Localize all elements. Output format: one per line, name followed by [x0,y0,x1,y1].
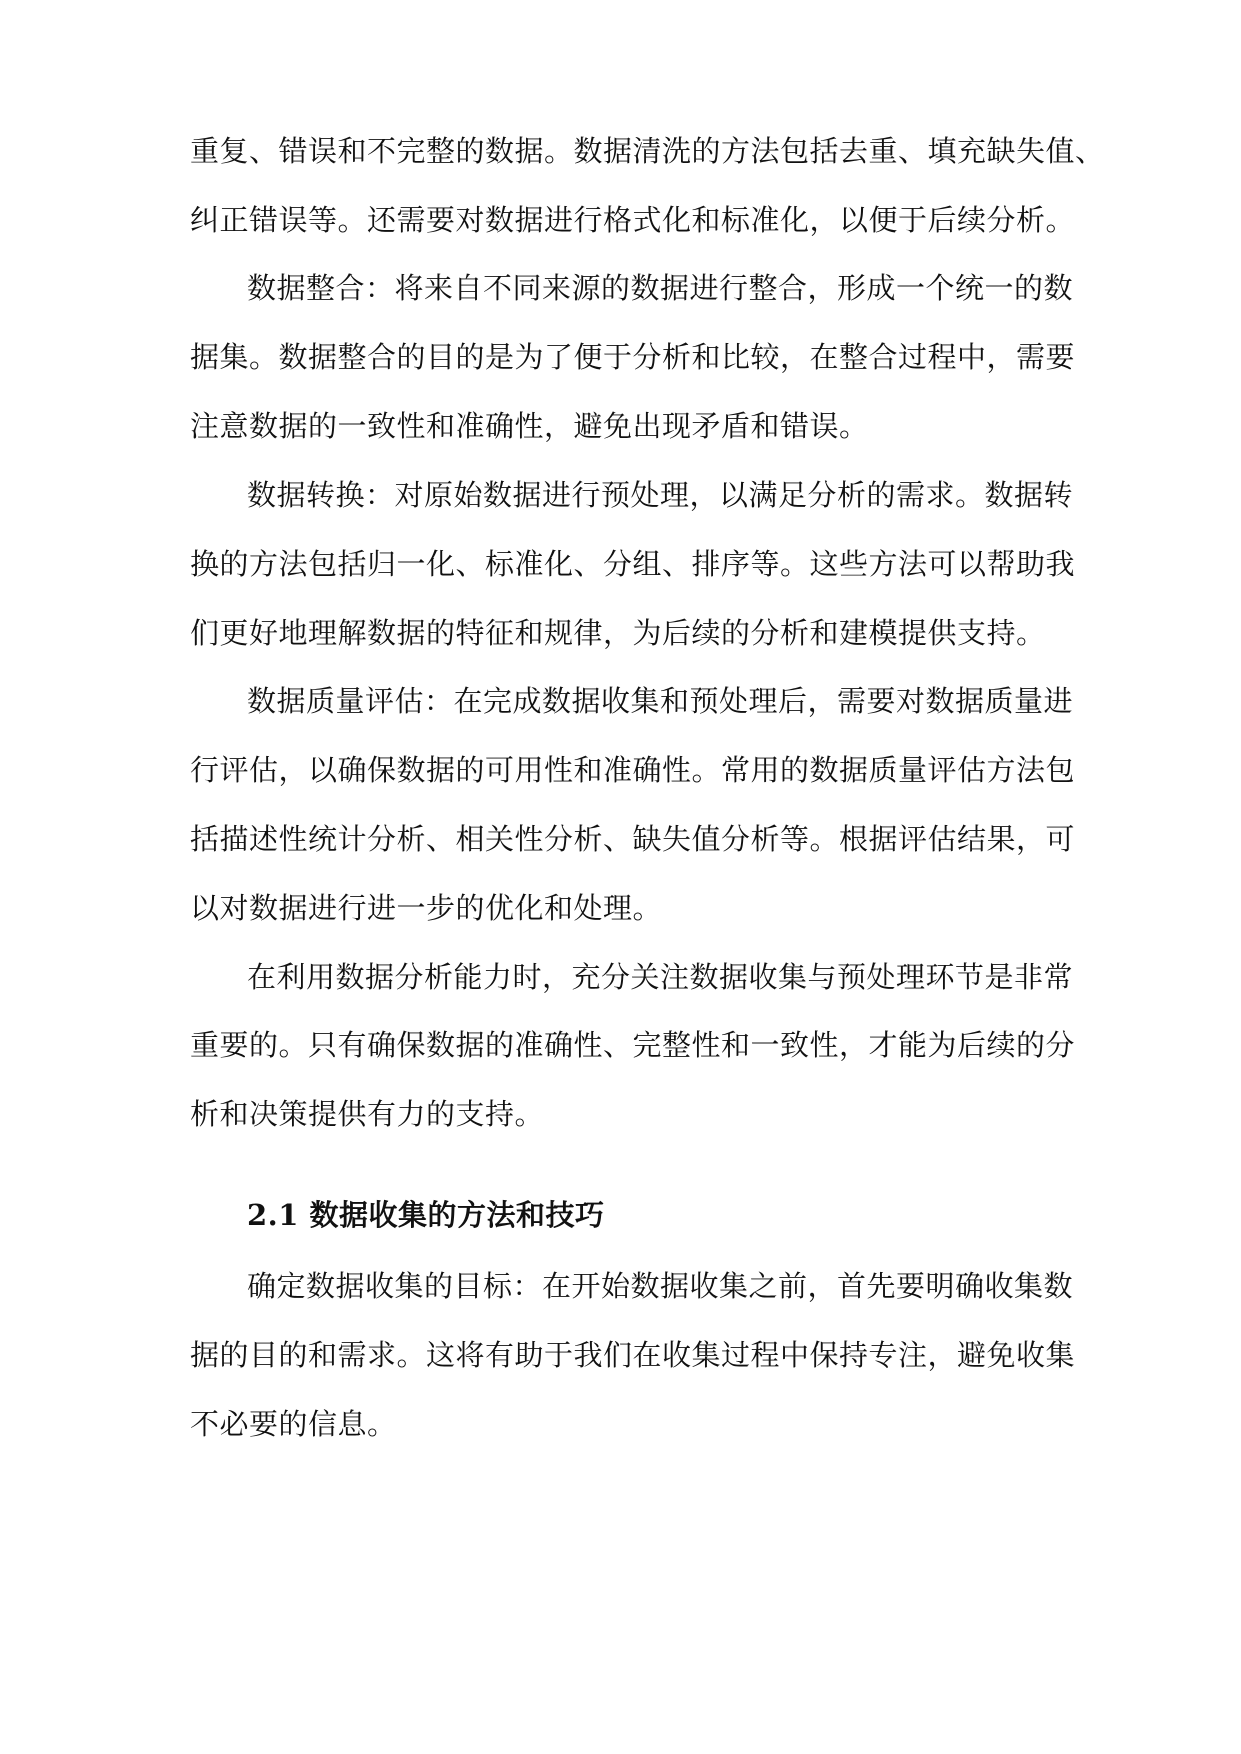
paragraph-line: 纠正错误等。还需要对数据进行格式化和标准化，以便于后续分析。 [190,203,1076,237]
section-heading: 2.1 数据收集的方法和技巧 [247,1198,605,1232]
paragraph-line: 换的方法包括归一化、标准化、分组、排序等。这些方法可以帮助我 [190,547,1076,581]
paragraph-line: 在利用数据分析能力时，充分关注数据收集与预处理环节是非常 [247,960,1074,994]
paragraph-line: 据的目的和需求。这将有助于我们在收集过程中保持专注，避免收集 [190,1338,1076,1372]
paragraph-line: 数据质量评估：在完成数据收集和预处理后，需要对数据质量进 [247,684,1074,718]
paragraph-line: 不必要的信息。 [190,1407,397,1441]
paragraph-line: 括描述性统计分析、相关性分析、缺失值分析等。根据评估结果，可 [190,822,1076,856]
paragraph-line: 数据整合：将来自不同来源的数据进行整合，形成一个统一的数 [247,271,1074,305]
paragraph-line: 确定数据收集的目标：在开始数据收集之前，首先要明确收集数 [247,1269,1074,1303]
paragraph-line: 注意数据的一致性和准确性，避免出现矛盾和错误。 [190,409,869,443]
paragraph-line: 重要的。只有确保数据的准确性、完整性和一致性，才能为后续的分 [190,1028,1076,1062]
paragraph-line: 行评估，以确保数据的可用性和准确性。常用的数据质量评估方法包 [190,753,1076,787]
paragraph-line: 据集。数据整合的目的是为了便于分析和比较，在整合过程中，需要 [190,340,1076,374]
paragraph-line: 重复、错误和不完整的数据。数据清洗的方法包括去重、填充缺失值、 [190,134,1105,168]
paragraph-line: 数据转换：对原始数据进行预处理，以满足分析的需求。数据转 [247,478,1074,512]
paragraph-line: 们更好地理解数据的特征和规律，为后续的分析和建模提供支持。 [190,616,1046,650]
paragraph-line: 析和决策提供有力的支持。 [190,1097,545,1131]
paragraph-line: 以对数据进行进一步的优化和处理。 [190,891,663,925]
